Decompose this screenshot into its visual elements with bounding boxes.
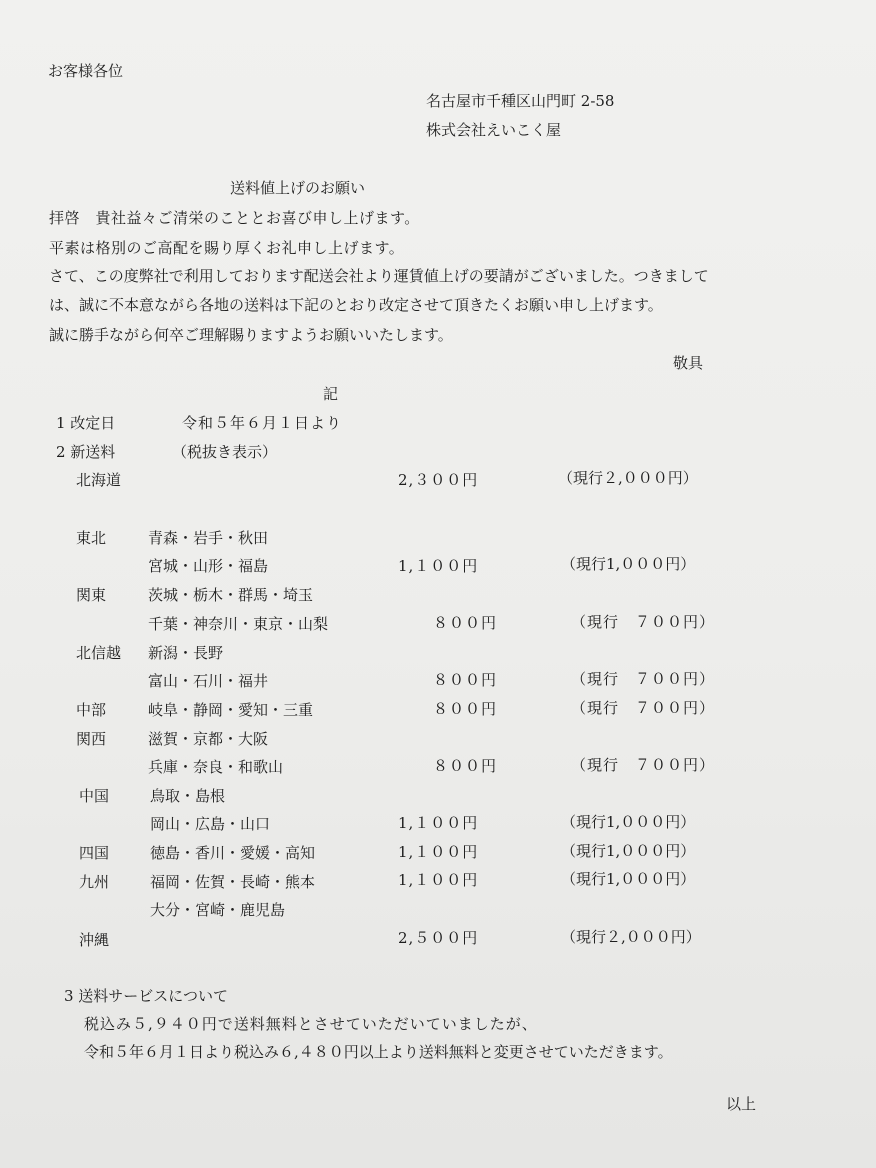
item-2-note: （税抜き表示） — [172, 443, 278, 461]
rate-region: 東北 — [76, 529, 107, 547]
rate-current: （現行1,０００円） — [561, 555, 696, 573]
rate-region: 北海道 — [76, 471, 122, 489]
item-3-label: 3 送料サービスについて — [64, 987, 229, 1005]
item-1-value: 令和５年６月１日より — [182, 414, 343, 432]
closing-ijou: 以上 — [726, 1095, 757, 1113]
rate-current: （現行２,０００円） — [558, 469, 698, 487]
rate-price: 1,１００円 — [398, 843, 479, 861]
rate-current: （現行 ７００円） — [571, 670, 716, 688]
rate-region: 沖縄 — [79, 931, 110, 949]
rate-current: （現行1,０００円） — [561, 870, 696, 888]
rate-price: 1,１００円 — [398, 871, 479, 889]
rate-prefectures: 大分・宮崎・鹿児島 — [150, 901, 286, 919]
rate-prefectures: 滋賀・京都・大阪 — [148, 730, 269, 748]
rate-price: ８００円 — [433, 671, 498, 689]
rate-current: （現行1,０００円） — [561, 842, 696, 860]
rate-price: 1,１００円 — [398, 814, 479, 832]
rate-prefectures: 鳥取・島根 — [150, 787, 226, 805]
rate-price: 2,５００円 — [398, 929, 479, 947]
rate-prefectures: 岐阜・静岡・愛知・三重 — [148, 701, 314, 719]
item-2-label: 2 新送料 — [56, 443, 116, 461]
rate-region: 北信越 — [76, 644, 122, 662]
rate-region: 四国 — [79, 844, 110, 862]
rate-prefectures: 富山・石川・福井 — [148, 672, 269, 690]
rate-region: 中部 — [76, 701, 107, 719]
item-3-line-2: 令和５年６月１日より税込み６,４８０円以上より送料無料と変更させていただきます。 — [84, 1043, 673, 1061]
body-line-1: 拝啓 貴社益々ご清栄のこととお喜び申し上げます。 — [49, 209, 420, 227]
rate-price: ８００円 — [433, 757, 498, 775]
rate-prefectures: 新潟・長野 — [148, 644, 224, 662]
rate-price: 2,３００円 — [398, 471, 479, 489]
rate-current: （現行1,０００円） — [561, 813, 696, 831]
rate-prefectures: 宮城・山形・福島 — [148, 557, 269, 575]
sender-address: 名古屋市千種区山門町 2-58 — [426, 92, 615, 110]
rate-region: 九州 — [79, 873, 110, 891]
rate-prefectures: 兵庫・奈良・和歌山 — [148, 758, 284, 776]
rate-region: 関東 — [76, 586, 107, 604]
closing-keigu: 敬具 — [673, 354, 704, 372]
ki-heading: 記 — [323, 385, 339, 403]
item-1-label: 1 改定日 — [56, 414, 116, 432]
rate-prefectures: 岡山・広島・山口 — [150, 815, 271, 833]
rate-current: （現行 ７００円） — [571, 756, 716, 774]
rate-prefectures: 福岡・佐賀・長崎・熊本 — [150, 873, 316, 891]
rate-current: （現行 ７００円） — [571, 613, 716, 631]
body-line-3: さて、この度弊社で利用しております配送会社より運賃値上げの要請がございました。つきまして — [49, 267, 709, 285]
rate-region: 関西 — [76, 730, 107, 748]
rate-price: ８００円 — [433, 700, 498, 718]
rate-current: （現行 ７００円） — [571, 699, 716, 717]
body-line-2: 平素は格別のご高配を賜り厚くお礼申し上げます。 — [49, 239, 405, 257]
rate-prefectures: 青森・岩手・秋田 — [148, 529, 269, 547]
rate-prefectures: 千葉・神奈川・東京・山梨 — [148, 615, 329, 633]
item-3-line-1: 税込み５,９４０円で送料無料とさせていただいていましたが、 — [84, 1015, 538, 1033]
rate-region: 中国 — [79, 787, 110, 805]
body-line-4: は、誠に不本意ながら各地の送料は下記のとおり改定させて頂きたくお願い申し上げます。 — [49, 296, 663, 314]
body-line-5: 誠に勝手ながら何卒ご理解賜りますようお願いいたします。 — [49, 326, 453, 344]
rate-prefectures: 徳島・香川・愛媛・高知 — [150, 844, 316, 862]
rate-price: ８００円 — [433, 614, 498, 632]
document-title: 送料値上げのお願い — [230, 179, 366, 197]
addressee: お客様各位 — [48, 62, 124, 80]
rate-prefectures: 茨城・栃木・群馬・埼玉 — [148, 586, 314, 604]
sender-company: 株式会社えいこく屋 — [426, 121, 562, 139]
rate-price: 1,１００円 — [398, 557, 479, 575]
rate-current: （現行２,０００円） — [561, 928, 701, 946]
